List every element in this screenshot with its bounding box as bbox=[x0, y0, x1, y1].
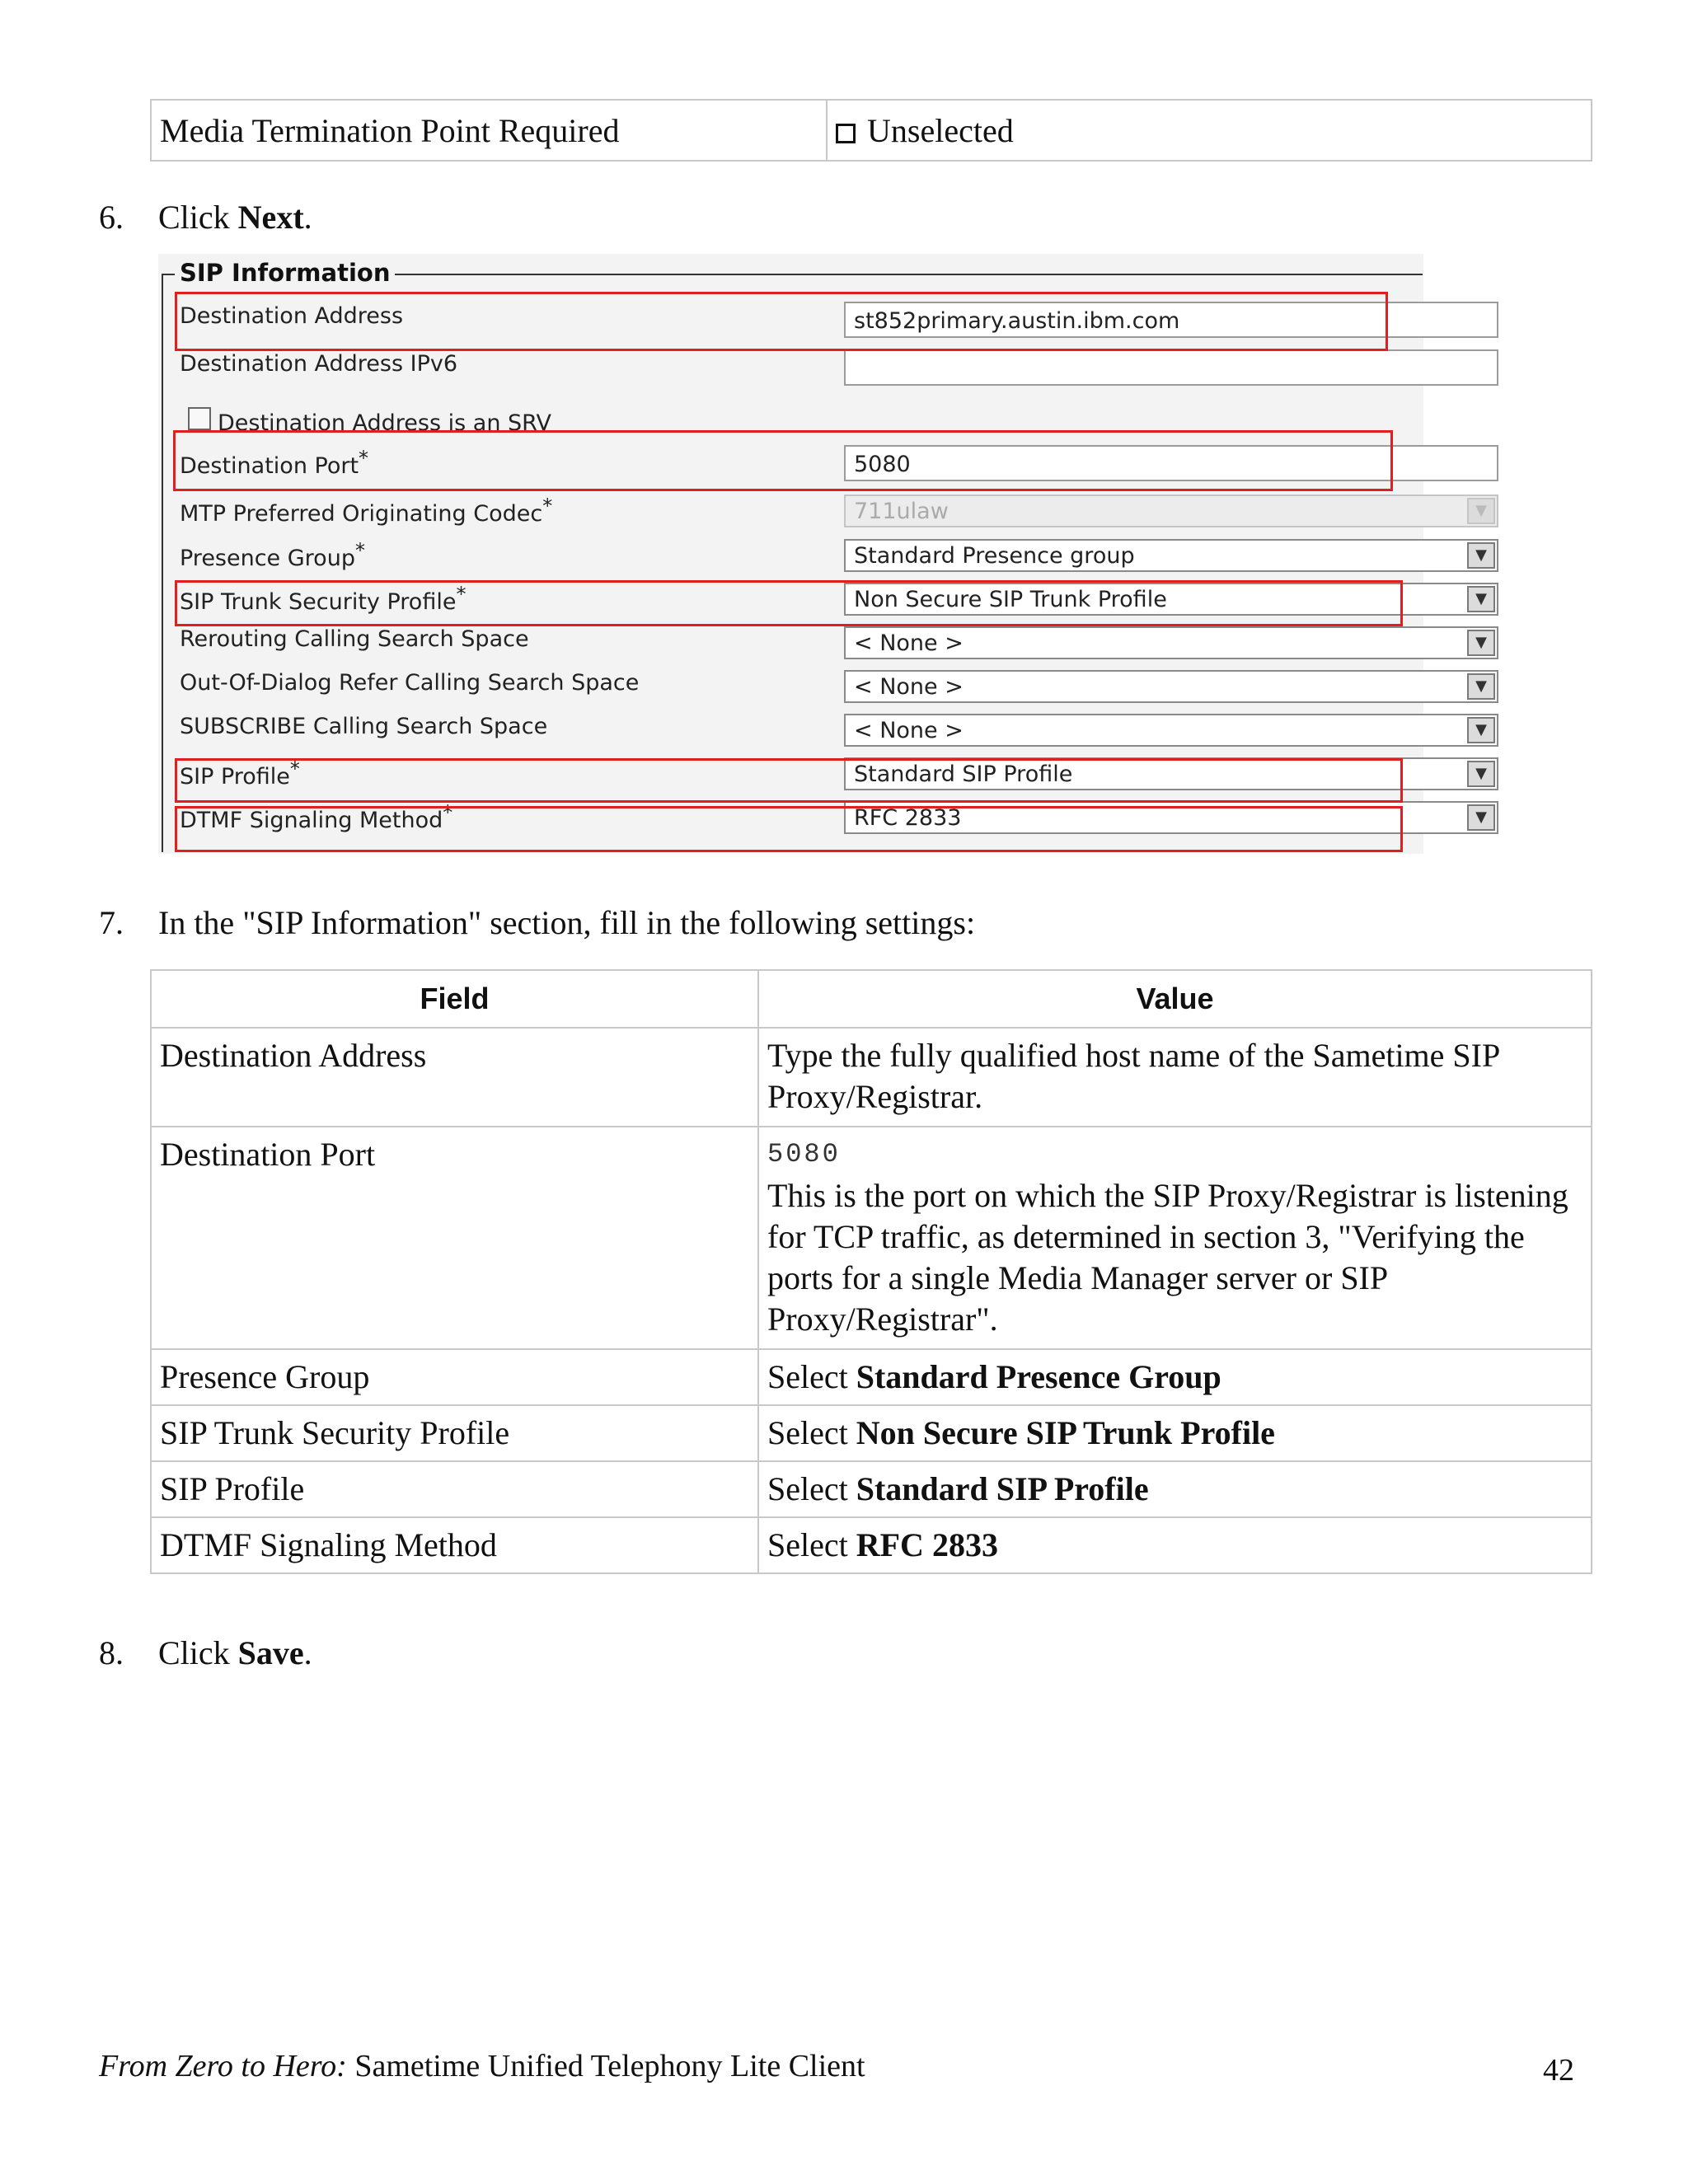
required-mark: * bbox=[456, 583, 467, 606]
dest-ipv6-label: Destination Address IPv6 bbox=[180, 351, 458, 377]
footer-title-italic: From Zero to Hero: bbox=[99, 2049, 347, 2083]
column-header-field: Field bbox=[151, 970, 758, 1028]
page-number: 42 bbox=[1543, 2053, 1574, 2088]
chevron-down-icon[interactable]: ▼ bbox=[1467, 804, 1495, 831]
table-row bbox=[151, 1461, 1592, 1517]
settings-table bbox=[150, 969, 1592, 1574]
highlight-dest-port bbox=[173, 430, 1393, 491]
presence-group-value: Standard Presence group bbox=[854, 543, 1135, 569]
dest-ipv6-input[interactable] bbox=[844, 349, 1498, 386]
ood-refer-row bbox=[180, 663, 1487, 705]
required-mark: * bbox=[289, 757, 300, 780]
chevron-down-icon[interactable]: ▼ bbox=[1467, 630, 1495, 656]
table-cell-field: Media Termination Point Required bbox=[151, 100, 827, 161]
presence-group-label-text: Presence Group bbox=[180, 546, 355, 571]
step-8 bbox=[99, 1633, 312, 1673]
table-header-row bbox=[151, 970, 1592, 1028]
subscribe-row bbox=[180, 707, 1487, 748]
highlight-dtmf bbox=[175, 806, 1403, 852]
table-cell-field: DTMF Signaling Method bbox=[151, 1517, 758, 1573]
table-cell-field: Destination Port bbox=[151, 1127, 758, 1349]
step-number: 6. bbox=[99, 199, 124, 236]
table-row bbox=[151, 1517, 1592, 1573]
chevron-down-icon[interactable]: ▼ bbox=[1467, 761, 1495, 787]
step-bold-text: Next bbox=[237, 199, 304, 236]
step-6 bbox=[99, 198, 312, 237]
column-header-value: Value bbox=[758, 970, 1592, 1028]
port-code: 5080 bbox=[767, 1139, 841, 1169]
presence-group-select[interactable] bbox=[844, 539, 1498, 572]
chevron-down-icon[interactable]: ▼ bbox=[1467, 586, 1495, 612]
select-bold-text: Non Secure SIP Trunk Profile bbox=[856, 1414, 1275, 1451]
unselected-text: Unselected bbox=[867, 111, 1014, 149]
table-cell-field: Destination Address bbox=[151, 1028, 758, 1127]
table-cell-value bbox=[758, 1517, 1592, 1573]
mtp-codec-label-text: MTP Preferred Originating Codec bbox=[180, 501, 543, 527]
checkbox-empty-icon bbox=[836, 124, 856, 143]
select-bold-text: Standard Presence Group bbox=[856, 1358, 1221, 1395]
select-bold-text: RFC 2833 bbox=[856, 1526, 998, 1563]
mtp-codec-label bbox=[180, 494, 552, 527]
table-cell-field: SIP Profile bbox=[151, 1461, 758, 1517]
highlight-dest-address bbox=[175, 292, 1388, 351]
step-number: 7. bbox=[99, 904, 124, 941]
ood-refer-select[interactable] bbox=[844, 670, 1498, 703]
table-cell-value bbox=[827, 100, 1592, 161]
table-cell-value bbox=[758, 1127, 1592, 1349]
table-row bbox=[151, 100, 1592, 161]
footer-title: Sametime Unified Telephony Lite Client bbox=[346, 2049, 865, 2083]
highlight-sip-profile bbox=[175, 758, 1403, 803]
required-mark: * bbox=[542, 494, 553, 518]
dtmf-value: RFC 2833 bbox=[854, 805, 962, 831]
required-mark: * bbox=[443, 801, 453, 824]
subscribe-select[interactable] bbox=[844, 714, 1498, 747]
select-text: Select bbox=[767, 1358, 856, 1395]
dest-address-value: st852primary.austin.ibm.com bbox=[854, 308, 1180, 334]
chevron-down-icon[interactable]: ▼ bbox=[1467, 542, 1495, 569]
subscribe-value: < None > bbox=[854, 718, 964, 743]
step-text-end: . bbox=[303, 1634, 312, 1671]
required-mark: * bbox=[354, 539, 365, 562]
table-cell-field: Presence Group bbox=[151, 1349, 758, 1405]
dest-port-value: 5080 bbox=[854, 452, 911, 477]
table-cell-value bbox=[758, 1349, 1592, 1405]
chevron-down-icon[interactable]: ▼ bbox=[1467, 673, 1495, 700]
trunk-security-label-text: SIP Trunk Security Profile bbox=[180, 589, 457, 615]
rerouting-value: < None > bbox=[854, 630, 964, 656]
chevron-down-icon[interactable]: ▼ bbox=[1467, 717, 1495, 743]
rerouting-label: Rerouting Calling Search Space bbox=[180, 626, 529, 652]
dest-port-label-text: Destination Port bbox=[180, 453, 359, 479]
mtp-codec-row bbox=[180, 488, 1487, 529]
dest-address-label: Destination Address bbox=[180, 303, 404, 329]
page-footer bbox=[99, 2048, 865, 2084]
port-description: This is the port on which the SIP Proxy/Registrar is listening for TCP traffic, as determined in section 3, "Verifying the ports for a single Media Manager server or SIP Proxy/Registrar". bbox=[767, 1177, 1568, 1338]
dtmf-label-text: DTMF Signaling Method bbox=[180, 808, 443, 833]
step-text-end: . bbox=[303, 199, 312, 236]
table-cell-value bbox=[758, 1405, 1592, 1461]
step-text: In the "SIP Information" section, fill in the following settings: bbox=[158, 904, 976, 941]
presence-group-row bbox=[180, 532, 1487, 574]
sip-information-screenshot bbox=[158, 254, 1487, 854]
table-row bbox=[151, 1349, 1592, 1405]
rerouting-select[interactable] bbox=[844, 626, 1498, 659]
table-cell-value bbox=[758, 1461, 1592, 1517]
chevron-down-icon: ▼ bbox=[1467, 498, 1495, 524]
ood-refer-value: < None > bbox=[854, 674, 964, 700]
select-text: Select bbox=[767, 1414, 856, 1451]
select-text: Select bbox=[767, 1470, 856, 1507]
table-row bbox=[151, 1127, 1592, 1349]
srv-checkbox[interactable] bbox=[188, 407, 211, 430]
step-text: Click bbox=[158, 199, 238, 236]
select-text: Select bbox=[767, 1526, 856, 1563]
table-cell-value: Type the fully qualified host name of the Sametime SIP Proxy/Registrar. bbox=[758, 1028, 1592, 1127]
highlight-trunk-security bbox=[175, 580, 1403, 626]
srv-label: Destination Address is an SRV bbox=[218, 410, 551, 436]
sip-profile-value: Standard SIP Profile bbox=[854, 762, 1073, 787]
fieldset-legend: SIP Information bbox=[175, 259, 395, 287]
table-row bbox=[151, 1405, 1592, 1461]
mtp-table bbox=[150, 99, 1592, 162]
table-cell-field: SIP Trunk Security Profile bbox=[151, 1405, 758, 1461]
table-row bbox=[151, 1028, 1592, 1127]
presence-group-label bbox=[180, 539, 365, 571]
step-7 bbox=[99, 903, 975, 943]
select-bold-text: Standard SIP Profile bbox=[856, 1470, 1149, 1507]
step-text: Click bbox=[158, 1634, 238, 1671]
step-number: 8. bbox=[99, 1634, 124, 1671]
ood-refer-label: Out-Of-Dialog Refer Calling Search Space bbox=[180, 670, 640, 696]
mtp-codec-select bbox=[844, 494, 1498, 527]
mtp-codec-value: 711ulaw bbox=[854, 499, 949, 524]
sip-profile-label-text: SIP Profile bbox=[180, 764, 290, 790]
step-bold-text: Save bbox=[237, 1634, 304, 1671]
subscribe-label: SUBSCRIBE Calling Search Space bbox=[180, 714, 548, 739]
required-mark: * bbox=[359, 447, 369, 470]
trunk-security-value: Non Secure SIP Trunk Profile bbox=[854, 587, 1167, 612]
